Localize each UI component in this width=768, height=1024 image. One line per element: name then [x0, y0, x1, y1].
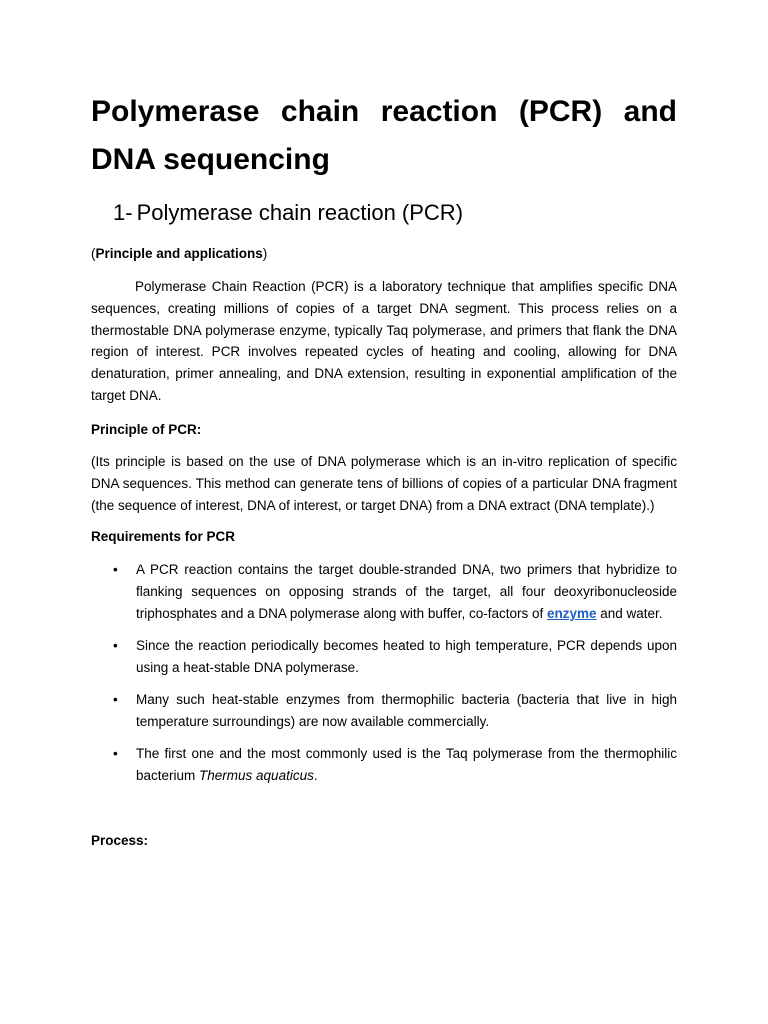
subtitle-open-paren: ( — [91, 246, 96, 261]
bullet-icon: • — [113, 746, 118, 762]
requirements-heading: Requirements for PCR — [91, 529, 236, 544]
section-heading-text: Polymerase chain reaction (PCR) — [136, 200, 464, 225]
section-heading — [113, 198, 463, 228]
list-item — [91, 743, 677, 787]
list-item-text: Since the reaction periodically becomes heated to high temperature, PCR depends upon using a heat-stable DNA polymerase. — [136, 637, 677, 675]
principle-heading: Principle of PCR: — [91, 422, 202, 437]
list-item — [91, 635, 677, 679]
list-item-text-end: . — [313, 767, 318, 783]
bullet-icon: • — [113, 562, 118, 577]
requirements-list — [91, 559, 677, 797]
list-item-text-end: and water. — [596, 605, 663, 621]
intro-paragraph: Polymerase Chain Reaction (PCR) is a laboratory technique that amplifies specific DNA sequences, creating millions of copies of a target DNA segment. This process relies on a thermostable DNA polymerase enzyme, typically Taq polymerase, and primers that flank the DNA region of interest. PCR involves repeated cycles of heating and cooling, allowing for DNA denaturation, primer annealing, and DNA extension, resulting in exponential amplification of the target DNA. — [91, 279, 677, 403]
section-number: 1- — [113, 200, 133, 225]
subtitle-close-paren: ) — [262, 246, 268, 261]
list-item-text: Many such heat-stable enzymes from thermophilic bacteria (bacteria that live in high temperature surroundings) are now available commercially. — [136, 691, 677, 729]
bullet-icon: • — [113, 637, 118, 653]
list-item-text: The first one and the most commonly used is the Taq polymerase from the thermophilic bacterium — [136, 746, 677, 783]
process-heading: Process: — [91, 833, 149, 848]
principle-paragraph: (Its principle is based on the use of DNA polymerase which is an in-vitro replication of specific DNA sequences. This method can generate tens of billions of copies of a particular DNA fragment (the sequence of interest, DNA of interest, or target DNA) from a DNA extract (DNA template).) — [91, 454, 677, 513]
document-title: Polymerase chain reaction (PCR) and DNA sequencing — [91, 95, 677, 176]
list-item — [91, 689, 677, 733]
list-item-text: A PCR reaction contains the target double-stranded DNA, two primers that hybridize to flanking sequences on opposing strands of the target, all four deoxyribonucleoside triphosphates and a DNA polymerase along with buffer, co-factors of — [136, 562, 677, 621]
species-name: Thermus aquaticus — [199, 767, 314, 783]
enzyme-link[interactable]: enzyme — [546, 605, 597, 621]
subtitle — [91, 243, 267, 265]
list-item — [91, 559, 677, 624]
subtitle-text: Principle and applications — [95, 246, 263, 261]
bullet-icon: • — [113, 691, 118, 707]
